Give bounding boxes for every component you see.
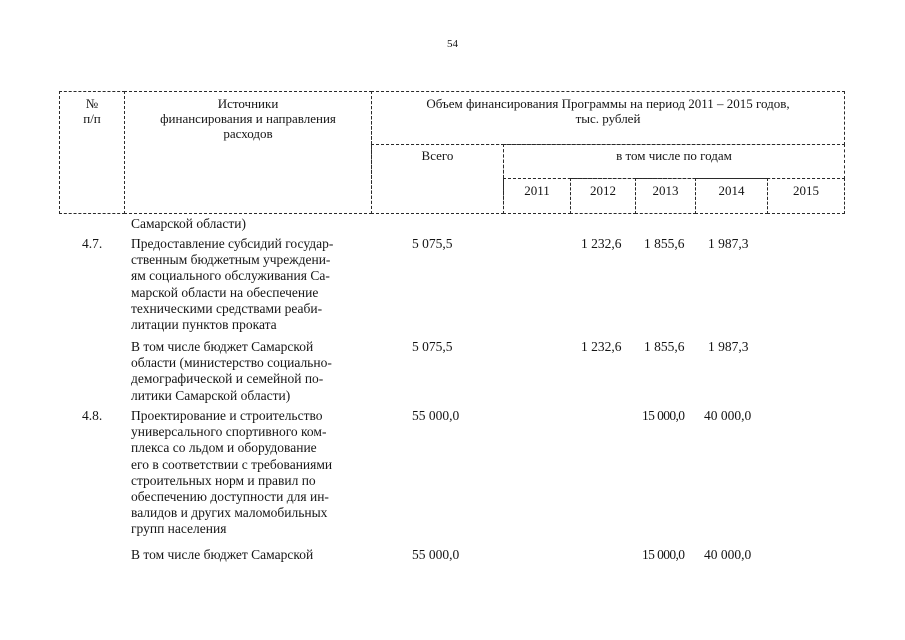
- row-value-2013: 15 000,0: [642, 547, 685, 562]
- row-value-2013: 1 855,6: [644, 339, 685, 354]
- header-year-label: 2014: [718, 183, 745, 198]
- row-total: 5 075,5: [412, 236, 453, 251]
- row-value-2014: 1 987,3: [708, 339, 749, 354]
- row-value-2014: 1 987,3: [708, 236, 749, 251]
- row-value-2014: 40 000,0: [704, 408, 752, 423]
- header-year-label: 2012: [590, 183, 616, 198]
- row-description: В том числе бюджет Самарской: [131, 547, 314, 562]
- header-year-label: 2011: [524, 183, 550, 198]
- header-total-label: Всего: [421, 148, 454, 163]
- header-year-label: 2015: [793, 183, 819, 198]
- row-total: 5 075,5: [412, 339, 453, 354]
- row-total: 55 000,0: [412, 547, 460, 562]
- row-number: 4.8.: [82, 408, 103, 423]
- row-value-2012: 1 232,6: [581, 339, 622, 354]
- row-value-2012: 1 232,6: [581, 236, 622, 251]
- row-description: В том числе бюджет Самарской области (министерство социально- демографической и семейной по- литики Самарской области): [131, 339, 332, 403]
- header-num-label: № п/п: [83, 96, 101, 126]
- row-description: Предоставление субсидий государ- ственным бюджетным учреждени- ям социального обслуживания Са- марской области на обеспечение техническими средствами реаби- литации пунктов проката: [131, 236, 334, 333]
- row-number: 4.7.: [82, 236, 103, 251]
- row-total: 55 000,0: [412, 408, 460, 423]
- header-volume-label: Объем финансирования Программы на период 2011 – 2015 годов, тыс. рублей: [426, 96, 790, 126]
- row-value-2013: 15 000,0: [642, 408, 685, 423]
- header-sources-label: Источники финансирования и направления расходов: [160, 96, 336, 141]
- row-description: Проектирование и строительство универсального спортивного ком- плекса со льдом и оборудование его в соответствии с требованиями строительных норм и правил по обеспечению доступности для ин- валидов и других маломобильных групп населения: [131, 408, 333, 537]
- row-description: Самарской области): [131, 216, 247, 231]
- row-value-2014: 40 000,0: [704, 547, 752, 562]
- row-value-2013: 1 855,6: [644, 236, 685, 251]
- header-year-label: 2013: [652, 183, 679, 198]
- page-number: 54: [447, 38, 458, 50]
- header-by-years-label: в том числе по годам: [616, 148, 732, 163]
